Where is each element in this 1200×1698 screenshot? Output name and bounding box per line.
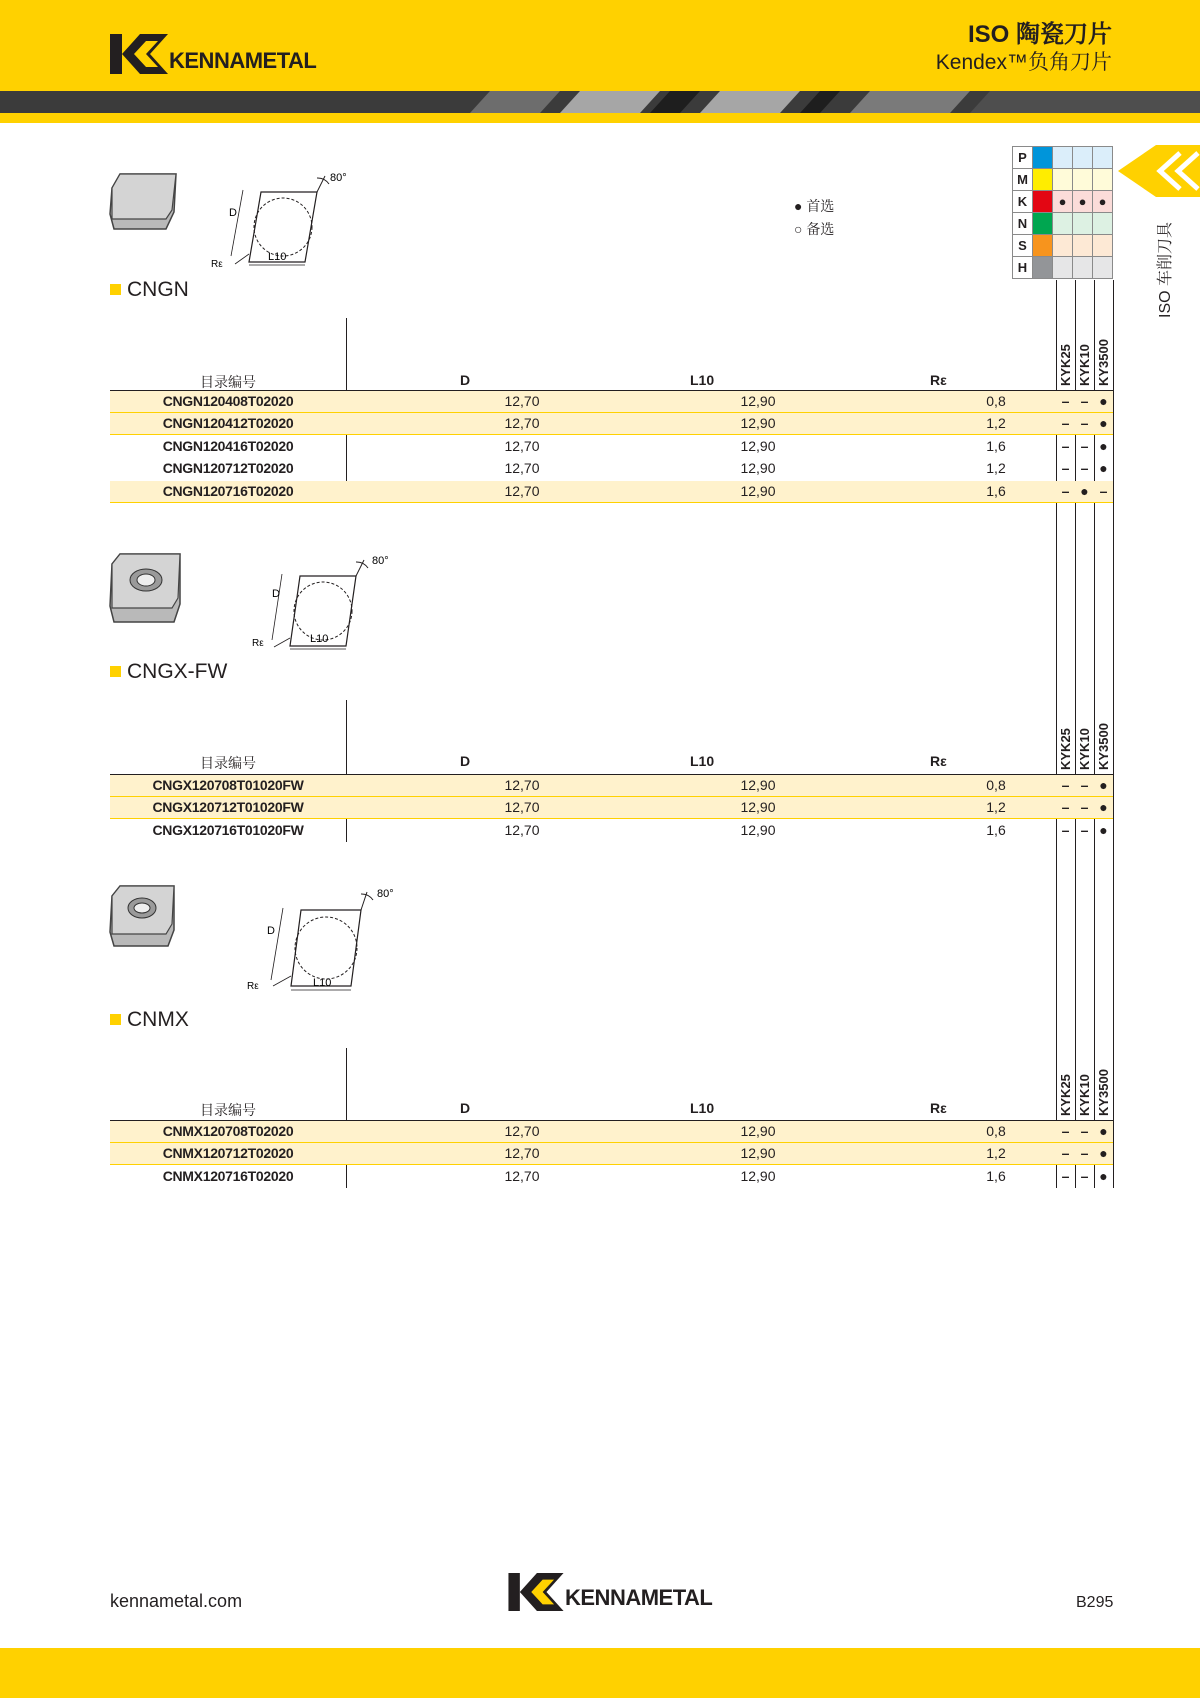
- material-grade-mark: [1053, 235, 1073, 257]
- grade-availability: ●: [1080, 482, 1089, 499]
- catalog-number: CNGX120708T01020FW: [152, 777, 304, 793]
- material-row-n: [1013, 213, 1113, 235]
- grade-availability: –: [1080, 1167, 1089, 1184]
- insert-diagram-cngx: [252, 552, 402, 652]
- material-grade-mark: [1093, 235, 1113, 257]
- material-grade-mark: [1053, 169, 1073, 191]
- material-grade-mark: [1073, 257, 1093, 279]
- value-re: 1,2: [986, 1145, 1006, 1162]
- catalog-number: CNMX120716T02020: [162, 1167, 294, 1184]
- table-row: [110, 1121, 1113, 1143]
- grade-header: KYK25: [1058, 728, 1073, 770]
- material-row-p: [1013, 147, 1113, 169]
- catalog-number: CNGX120716T01020FW: [152, 821, 304, 838]
- material-color-swatch: [1033, 257, 1053, 279]
- grade-availability: –: [1080, 437, 1089, 454]
- value-d: 12,70: [504, 460, 540, 477]
- material-row-m: [1013, 169, 1113, 191]
- brand-wordmark: KENNAMETAL: [169, 48, 317, 73]
- d-label: D: [267, 925, 275, 937]
- grade-availability: ●: [1099, 1123, 1108, 1139]
- value-d: 12,70: [504, 777, 540, 793]
- grade-availability: –: [1061, 482, 1070, 499]
- grade-availability: –: [1061, 393, 1070, 409]
- material-grade-mark: [1093, 213, 1113, 235]
- footer-bar: [0, 1648, 1200, 1698]
- catalog-number: CNMX120708T02020: [162, 1123, 294, 1139]
- section-title: [110, 278, 189, 302]
- re-label: Rε: [252, 638, 264, 649]
- table-row: [110, 413, 1113, 435]
- value-d: 12,70: [504, 437, 540, 454]
- d-label: D: [229, 207, 237, 219]
- grade-availability: –: [1080, 821, 1089, 838]
- catalog-number: CNGN120712T02020: [162, 460, 294, 477]
- material-matrix: [1012, 146, 1113, 279]
- grade-availability: –: [1061, 437, 1070, 454]
- value-d: 12,70: [504, 393, 540, 409]
- value-d: 12,70: [504, 799, 540, 816]
- header-stripe: [0, 91, 1200, 113]
- side-tab-arrow-icon: [1118, 145, 1200, 197]
- legend: [794, 195, 834, 241]
- grade-availability: –: [1080, 393, 1089, 409]
- grade-availability: –: [1080, 415, 1089, 432]
- value-re: 0,8: [986, 777, 1006, 793]
- material-letter: S: [1013, 235, 1033, 257]
- legend-preferred: ● 首选: [794, 198, 835, 214]
- column-header-d: D: [460, 372, 471, 388]
- value-d: 12,70: [504, 1145, 540, 1162]
- section-bullet-icon: [110, 1014, 121, 1025]
- grade-availability: ●: [1099, 460, 1108, 477]
- material-color-swatch: [1033, 147, 1053, 169]
- re-label: Rε: [211, 259, 223, 268]
- d-label: D: [272, 588, 280, 600]
- value-l10: 12,90: [740, 393, 776, 409]
- material-grade-mark: [1093, 257, 1113, 279]
- value-re: 0,8: [986, 393, 1006, 409]
- material-grade-mark: [1093, 147, 1113, 169]
- kennametal-k-icon: [110, 34, 168, 74]
- value-d: 12,70: [504, 482, 540, 499]
- column-header-catalog: 目录编号: [200, 1102, 256, 1118]
- grade-header: KYK10: [1077, 728, 1092, 770]
- footer-url[interactable]: kennametal.com: [110, 1591, 243, 1611]
- table-row: [110, 797, 1113, 819]
- grade-availability: –: [1080, 1145, 1089, 1162]
- grade-availability: ●: [1099, 1167, 1108, 1184]
- value-d: 12,70: [504, 1123, 540, 1139]
- column-header-re: Rε: [930, 753, 947, 769]
- value-l10: 12,90: [740, 1123, 776, 1139]
- value-l10: 12,90: [740, 415, 776, 432]
- grade-availability: –: [1061, 799, 1070, 816]
- kennametal-logo: [110, 34, 317, 74]
- value-l10: 12,90: [740, 437, 776, 454]
- value-re: 1,2: [986, 415, 1006, 432]
- material-grade-mark: [1073, 235, 1093, 257]
- catalog-number: CNGN120716T02020: [162, 482, 294, 499]
- material-grade-mark: [1053, 213, 1073, 235]
- material-color-swatch: [1033, 235, 1053, 257]
- insert-diagram-cngn: [205, 168, 365, 268]
- grade-header: KY3500: [1096, 723, 1111, 770]
- material-letter: N: [1013, 213, 1033, 235]
- table-row: [110, 1166, 1113, 1188]
- material-grade-mark: ●: [1073, 191, 1093, 213]
- page-title: ISO 陶瓷刀片: [967, 21, 1112, 48]
- material-grade-mark: ●: [1093, 191, 1113, 213]
- material-grade-mark: ●: [1053, 191, 1073, 213]
- l10-label: L10: [268, 251, 287, 263]
- grade-availability: –: [1061, 1145, 1070, 1162]
- value-re: 0,8: [986, 1123, 1006, 1139]
- value-re: 1,2: [986, 799, 1006, 816]
- grade-availability: ●: [1099, 821, 1108, 838]
- value-re: 1,6: [986, 1167, 1006, 1184]
- column-header-d: D: [460, 1100, 471, 1116]
- insert-photo-cngx: [108, 552, 184, 624]
- grade-availability: –: [1061, 777, 1070, 793]
- l10-label: L10: [313, 977, 332, 989]
- material-letter: H: [1013, 257, 1033, 279]
- material-grade-mark: [1053, 257, 1073, 279]
- page-subtitle: Kendex™负角刀片: [935, 51, 1112, 74]
- l10-label: L10: [310, 633, 329, 645]
- value-l10: 12,90: [740, 821, 776, 838]
- grade-header: KYK25: [1058, 1074, 1073, 1116]
- material-letter: P: [1013, 147, 1033, 169]
- value-l10: 12,90: [740, 460, 776, 477]
- value-l10: 12,90: [740, 482, 776, 499]
- grade-header: KY3500: [1096, 1069, 1111, 1116]
- column-header-catalog: 目录编号: [200, 374, 256, 390]
- column-header-l10: L10: [690, 1100, 715, 1116]
- table-row: [110, 458, 1113, 480]
- section-title-text: CNGN: [127, 278, 189, 301]
- value-d: 12,70: [504, 415, 540, 432]
- catalog-number: CNMX120712T02020: [162, 1145, 294, 1162]
- grade-header: KYK25: [1058, 344, 1073, 386]
- table-row: [110, 481, 1113, 503]
- grade-availability: ●: [1099, 437, 1108, 454]
- value-re: 1,2: [986, 460, 1006, 477]
- material-grade-mark: [1073, 147, 1093, 169]
- grade-availability: ●: [1099, 393, 1108, 409]
- insert-photo-cnmx: [108, 884, 178, 948]
- grade-header: KY3500: [1096, 339, 1111, 386]
- section-title: [110, 1008, 189, 1032]
- value-re: 1,6: [986, 821, 1006, 838]
- material-color-swatch: [1033, 191, 1053, 213]
- page-number: B295: [1076, 1594, 1114, 1611]
- insert-diagram-cnmx: [245, 884, 400, 996]
- section-title: [110, 660, 227, 684]
- material-color-swatch: [1033, 213, 1053, 235]
- side-tab-label: ISO 车削刀具: [1157, 221, 1174, 318]
- re-label: Rε: [247, 981, 259, 992]
- value-l10: 12,90: [740, 1145, 776, 1162]
- footer-brand-wordmark: KENNAMETAL: [565, 1585, 713, 1610]
- material-row-s: [1013, 235, 1113, 257]
- grade-availability: –: [1061, 460, 1070, 477]
- table-row: [110, 820, 1113, 842]
- value-l10: 12,90: [740, 777, 776, 793]
- table-row: [110, 436, 1113, 458]
- material-letter: K: [1013, 191, 1033, 213]
- grade-availability: –: [1061, 1167, 1070, 1184]
- material-row-h: [1013, 257, 1113, 279]
- section-title-text: CNMX: [127, 1008, 189, 1031]
- footer-kennametal-logo: [508, 1573, 713, 1611]
- angle-label: 80°: [372, 555, 389, 567]
- grade-availability: ●: [1099, 415, 1108, 432]
- grade-availability: ●: [1099, 1145, 1108, 1162]
- value-l10: 12,90: [740, 799, 776, 816]
- grade-availability: –: [1080, 777, 1089, 793]
- value-re: 1,6: [986, 437, 1006, 454]
- table-row: [110, 1143, 1113, 1165]
- grade-availability: –: [1061, 415, 1070, 432]
- grade-availability: –: [1099, 482, 1108, 499]
- table-row: [110, 391, 1113, 413]
- angle-label: 80°: [330, 172, 347, 184]
- section-bullet-icon: [110, 666, 121, 677]
- grade-header: KYK10: [1077, 344, 1092, 386]
- value-d: 12,70: [504, 821, 540, 838]
- catalog-number: CNGN120416T02020: [162, 437, 294, 454]
- grade-availability: –: [1061, 1123, 1070, 1139]
- section-title-text: CNGX-FW: [127, 660, 228, 683]
- grade-availability: ●: [1099, 799, 1108, 816]
- material-color-swatch: [1033, 169, 1053, 191]
- value-l10: 12,90: [740, 1167, 776, 1184]
- grade-availability: –: [1080, 460, 1089, 477]
- angle-label: 80°: [377, 888, 394, 900]
- grade-availability: –: [1080, 1123, 1089, 1139]
- column-header-catalog: 目录编号: [200, 755, 256, 771]
- value-re: 1,6: [986, 482, 1006, 499]
- kennametal-k-icon: [508, 1573, 564, 1611]
- legend-alternative: ○ 备选: [794, 221, 835, 237]
- grade-availability: –: [1080, 799, 1089, 816]
- column-header-re: Rε: [930, 372, 947, 388]
- catalog-number: CNGX120712T01020FW: [152, 799, 304, 816]
- table-row: [110, 775, 1113, 797]
- column-header-re: Rε: [930, 1100, 947, 1116]
- material-row-k: [1013, 191, 1113, 213]
- header-underline: [0, 113, 1200, 123]
- material-grade-mark: [1073, 169, 1093, 191]
- column-header-d: D: [460, 753, 471, 769]
- section-bullet-icon: [110, 284, 121, 295]
- grade-header: KYK10: [1077, 1074, 1092, 1116]
- grade-availability: –: [1061, 821, 1070, 838]
- column-header-l10: L10: [690, 372, 715, 388]
- catalog-number: CNGN120408T02020: [162, 393, 294, 409]
- grade-line: [1113, 280, 1114, 1188]
- material-grade-mark: [1093, 169, 1113, 191]
- insert-photo-cngn: [108, 172, 178, 232]
- grade-availability: ●: [1099, 777, 1108, 793]
- material-grade-mark: [1073, 213, 1093, 235]
- catalog-number: CNGN120412T02020: [162, 415, 294, 432]
- material-letter: M: [1013, 169, 1033, 191]
- material-grade-mark: [1053, 147, 1073, 169]
- column-header-l10: L10: [690, 753, 715, 769]
- value-d: 12,70: [504, 1167, 540, 1184]
